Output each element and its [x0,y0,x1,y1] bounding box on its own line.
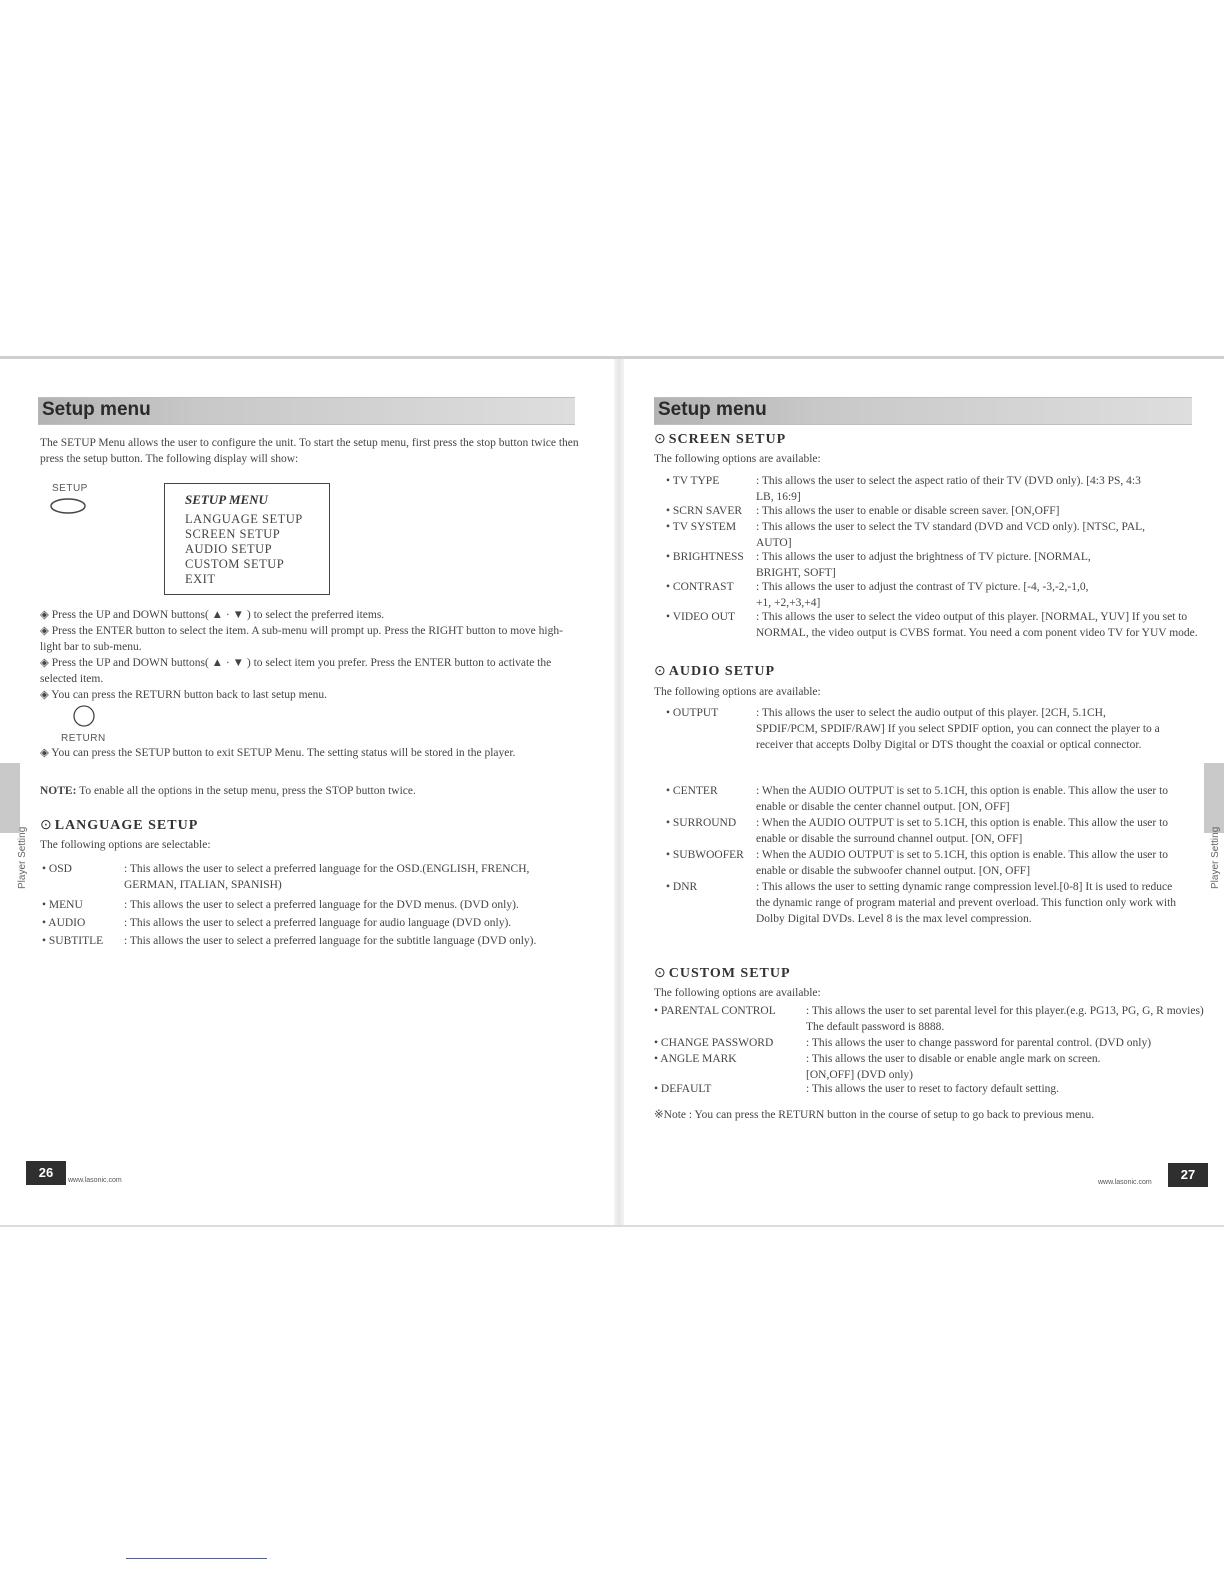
option-description: : When the AUDIO OUTPUT is set to 5.1CH, this option is enable. This allow the user to enable or disable the center channel output. [ON, OFF] [756,785,1169,813]
screen-setup-heading: ⊙ SCREEN SETUP [654,432,787,447]
option-label: • PARENTAL CONTROL [654,1005,776,1017]
custom-intro: The following options are available: [654,987,821,999]
instruction-item: ◈ You can press the RETURN button back to last setup menu. [40,689,328,701]
exit-instruction: ◈ You can press the SETUP button to exit SETUP Menu. The setting status will be stored in the player. [40,747,516,759]
note-label: NOTE: [40,785,77,797]
section-title: Setup menu [42,399,151,420]
intro-paragraph: The SETUP Menu allows the user to configure the unit. To start the setup menu, first press the stop button twice then press the setup button. The following display will show: [40,437,579,465]
instruction-item: ◈ Press the UP and DOWN buttons( ▲ · ▼ ) to select the preferred items. [40,609,385,621]
option-label: • SUBWOOFER [666,849,744,861]
option-label: • CHANGE PASSWORD [654,1037,774,1049]
option-label: • DEFAULT [654,1083,712,1095]
section-title: Setup menu [658,399,767,420]
right-page [624,359,1224,1227]
blue-underline-mark [126,1558,267,1559]
option-label: • CONTRAST [666,581,734,593]
instruction-list [40,607,580,703]
menu-item-screen: SCREEN SETUP [185,527,281,541]
option-description: : This allows the user to select the video output of this player. [NORMAL, YUV] If you set to NORMAL, the video output is CVBS format. You need a com ponent video TV for YUV mode. [756,611,1198,639]
instruction-item: ◈ Press the UP and DOWN buttons( ▲ · ▼ ) to select item you prefer. Press the ENTER button to activate the selected item. [40,657,552,685]
setup-button-label: SETUP [52,483,88,494]
option-description: : This allows the user to disable or enable angle mark on screen. [ON,OFF] (DVD only) [806,1053,1101,1081]
custom-setup-heading: ⊙ CUSTOM SETUP [654,966,791,981]
audio-intro: The following options are available: [654,686,821,698]
option-description: : This allows the user to adjust the brightness of TV picture. [NORMAL, BRIGHT, SOFT] [756,551,1091,579]
side-tab [0,763,20,833]
option-label: • OUTPUT [666,707,719,719]
option-description: : When the AUDIO OUTPUT is set to 5.1CH, this option is enable. This allow the user to enable or disable the subwoofer channel output. [ON, OFF] [756,849,1169,877]
option-label: • VIDEO OUT [666,611,735,623]
page-gutter [614,359,624,1227]
instruction-item: ◈ Press the ENTER button to select the item. A sub-menu will prompt up. Press the RIGHT button to move high-light bar to sub-menu. [40,625,563,653]
menu-item-exit: EXIT [185,572,216,586]
setup-menu-display [164,483,330,595]
note-paragraph [40,783,580,799]
setup-button-icon [48,497,88,515]
option-description: : This allows the user to change password for parental control. (DVD only) [806,1037,1152,1049]
option-description: : This allows the user to select the audio output of this player. [2CH, 5.1CH, SPDIF/PCM, SPDIF/RAW] If you select SPDIF option, you can connect the player to a receiver that accepts Dolby Digital or DTS thought the coaxial or optical connector. [756,707,1160,751]
language-setup-heading: ⊙ LANGUAGE SETUP [40,818,199,833]
target-icon: ⊙ [654,664,667,679]
section-title-bar [38,397,575,425]
option-label: • SUBTITLE [42,935,104,947]
option-description: : This allows the user to select a preferred language for audio language (DVD only). [124,917,512,929]
option-label: • DNR [666,881,698,893]
return-button-label: RETURN [61,733,106,744]
language-intro: The following options are selectable: [40,839,211,851]
side-tab-label: Player Setting [1210,826,1221,889]
side-tab-label: Player Setting [17,826,28,889]
option-label: • MENU [42,899,83,911]
option-description: : This allows the user to set parental level for this player.(e.g. PG13, PG, G, R movies) The default password is 8888. [806,1005,1204,1033]
manual-spread [0,356,1224,1227]
option-description: : This allows the user to select a preferred language for the subtitle language (DVD only). [124,935,537,947]
screen-intro: The following options are available: [654,453,821,465]
option-label: • TV TYPE [666,475,720,487]
return-note: ※Note : You can press the RETURN button in the course of setup to go back to previous menu. [654,1109,1095,1121]
website-url: www.lasonic.com [68,1177,122,1184]
option-description: : This allows the user to select the aspect ratio of their TV (DVD only). [4:3 PS, 4:3 LB, 16:9] [756,475,1141,503]
option-description: : This allows the user to select the TV standard (DVD and VCD only). [NTSC, PAL, AUTO] [756,521,1146,549]
option-description: : This allows the user to adjust the contrast of TV picture. [-4, -3,-2,-1,0, +1, +2,+3,+4] [756,581,1089,609]
menu-item-custom: CUSTOM SETUP [185,557,285,571]
audio-setup-heading: ⊙ AUDIO SETUP [654,664,776,679]
target-icon: ⊙ [40,818,53,833]
page-number: 27 [1168,1163,1208,1187]
section-title-bar [654,397,1192,425]
return-button-icon [72,704,96,728]
option-label: • TV SYSTEM [666,521,737,533]
menu-item-audio: AUDIO SETUP [185,542,273,556]
option-description: : This allows the user to setting dynamic range compression level.[0-8] It is used to reduce the dynamic range of program material and prevent overload. This function only work with Dolby Digital DVDs. Level 8 is the max level compression. [756,881,1177,925]
page-number: 26 [26,1161,66,1185]
menu-box-title: SETUP MENU [185,492,268,507]
side-tab [1204,763,1224,833]
option-label: • ANGLE MARK [654,1053,737,1065]
option-description: : This allows the user to reset to factory default setting. [806,1083,1060,1095]
target-icon: ⊙ [654,432,667,447]
option-label: • SURROUND [666,817,737,829]
menu-item-language: LANGUAGE SETUP [185,512,303,526]
option-description: : When the AUDIO OUTPUT is set to 5.1CH, this option is enable. This allow the user to enable or disable the surround channel output. [ON, OFF] [756,817,1169,845]
option-label: • AUDIO [42,917,86,929]
option-label: • CENTER [666,785,718,797]
option-description: : This allows the user to select a preferred language for the OSD.(ENGLISH, FRENCH, GERMAN, ITALIAN, SPANISH) [124,863,530,891]
option-label: • OSD [42,863,72,875]
note-text: To enable all the options in the setup menu, press the STOP button twice. [79,785,416,797]
website-url: www.lasonic.com [1098,1179,1152,1186]
option-description: : This allows the user to enable or disable screen saver. [ON,OFF] [756,505,1060,517]
target-icon: ⊙ [654,966,667,981]
option-label: • BRIGHTNESS [666,551,744,563]
left-page [0,359,614,1227]
option-description: : This allows the user to select a preferred language for the DVD menus. (DVD only). [124,899,519,911]
option-label: • SCRN SAVER [666,505,743,517]
